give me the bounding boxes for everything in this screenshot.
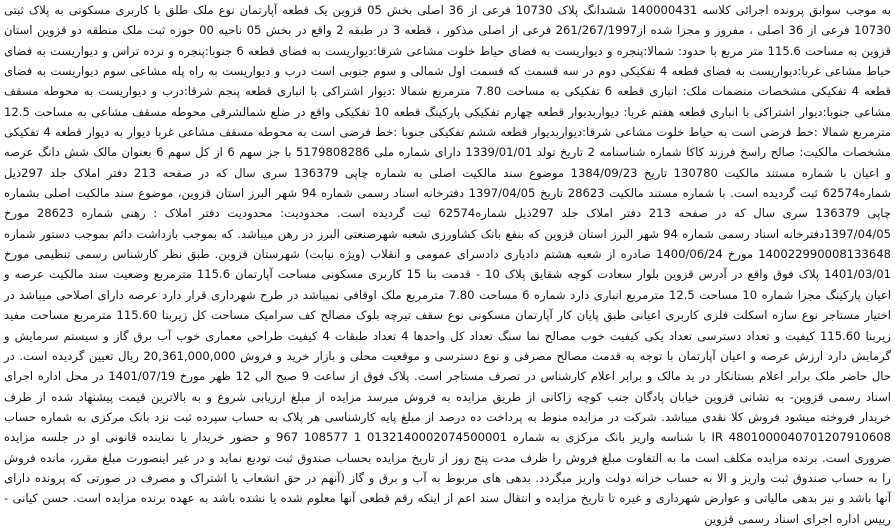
auction-notice-text: به موجب سوابق پرونده اجرائی کلاسه 140000431 ششدانگ پلاک 10730 فرعی از 36 اصلی بخش 05 قزوین یک قطعه آپارتمان نوع ملک طلق با کاربری مسکونی به پلاک ثبتی 10730 فرعی از 36 اصلی ، مفروز و مجزا شده از261/267/1997 فرعی از اصلی مذکور ، قطعه 3 در طبقه 2 واقع در بخش 05 ناحیه 00 حوزه ثبت ملک منطقه دو قزوین استان قزوین به مساحت 115.6 متر مربع با حدود: شمالا:پنجره و دیواریست به فضای حیاط خلوت مشاعی شرقا:دیواریست به فضای قطعه 6 جنوبا:پنجره و نرده تراس و دیواریست به فضای حیاط مشاعی غربا:دیواریست به فضای قطعه 4 تفکیکی دوم در سه قسمت که قسمت اول شمالی و سوم جنوبی است درب و دیواریست به راه پله مشاعی سوم دیواریست به فضای قطعه 4 تفکیکی مشخصات منضمات ملک: انباری قطعه 6 تفکیکی به مساحت 7.80 مترمربع شمالا :دیوار اشتراکی با انباری قطعه پنجم شرقا:درب و دیواریست به محوطه مسقف مشاعی جنوبا:دیوار اشتراکی با انباری قطعه هفتم غربا: دیواربدیوار قطعه چهارم تفکیکی پارکینگ قطعه 10 تفکیکی واقع در ضلع شمالشرقی محوطه مسقف مشاعی به مساحت 12.5 مترمربع شمالا :خط فرضی است به حیاط خلوت مشاعی شرقا:دیواربدیوار قطعه ششم تفکیکی جنوبا :خط فرضی است به محوطه مسقف مشاعی غربا دیوار به دیوار قطعه 4 تفکیکی مشخصات مالکیت: صالح راسخ فرزند کاکا شماره شناسنامه 2 تاریخ تولد 1339/01/01 دارای شماره ملی 5179808286 با جز سهم 6 از کل سهم 6 بعنوان مالک شش دانگ عرصه و اعیان با شماره مستند مالکیت 130780 تاریخ 1384/09/23 موضوع سند مالکیت اصلی به شماره چاپی 136379 سری سال که در صفحه 213 دفتر املاک جلد 297ذیل شماره62574 ثبت گردیده است. با شماره مستند مالکیت 28623 تاریخ 1397/04/05 دفترخانه اسناد رسمی شماره 94 شهر البرز استان قزوین، موضوع سند مالکیت اصلی بشماره چاپی 136379 سری سال که در صفحه 213 دفتر املاک جلد 297ذیل شماره62574 ثبت گردیده است. محدودیت: محدودیت دفتر املاک : رهنی شماره 28623 مورخ 1397/04/05دفترخانه اسناد رسمی شماره 94 شهر البرز استان قزوین که بنفع بانک کشاورزی شعبه شهرصنعتی البرز در رهن میباشد. که بموجب بازداشت دائم بموجب دستور شماره 140022990008133648 مورخ 1400/06/24 صادره از شعبه هشتم دادیاری دادسرای عمومی و انقلاب (ویژه نیابت) شهرستان قزوین. طبق نظر کارشناس رسمی تنظیمی مورخ 1401/03/01 پلاک فوق واقع در آدرس قزوین بلوار سعادت کوچه شقایق پلاک 10 - قدمت بنا 15 کاربری مسکونی مساحت آپارتمان 115.6 مترمربع وضعیت سند مالکیت عرصه و اعیان پارکینگ مجزا شماره 10 مساحت 12.5 مترمربع انباری دارد شماره 6 مساحت 7.80 مترمربع ملک اوقافی نمیباشد در طرح شهرداری قرار دارد عرصه دارای اصلاحی میباشد در اختیار مستاجر نوع سازه اسکلت فلزی کاربری اعیانی طبق پایان کار آپارتمان مسکونی نوع سقف تیرچه بلوک مصالح کف سرامیک مساحت کل زیربنا 115.60 مترمربع مساحت مفید زیربنا 115.60 کیفیت و تعداد دسترسی تعداد یکی کیفیت خوب مصالح نما سنگ تعداد کل واحدها 4 تعداد طبقات 4 کیفیت طراحی معماری خوب آب برق گاز و سیستم سرمایش و گرمایش دارد ارزش عرصه و اعیان آپارتمان با توجه به قدمت مصالح مصرفی و نوع دسترسی و موقعیت محلی و بازار خرید و فروش 20,361,000,000 ریال تعیین گردیده است. در حال حاضر ملک برابر اعلام بستانکار در ید مالک و برابر اعلام کارشناس در تصرف مستاجر است. پلاک فوق از ساعت 9 صبح الی 12 ظهر مورخ 1401/07/19 در محل اداره اجرای اسناد رسمی قزوین- به نشانی قزوین خیابان پادگان جنب کوچه زاکانی از طریق مزایده به فروش میرسد مزایده از مبلغ ارزیابی شروع و به بالاترین قیمت پیشنهاد شده از طرف خریدار فروخته میشود فروش کلا نقدی میباشد. شرکت در مزایده منوط به پرداخت ده درصد از مبلغ پایه کارشناسی هر پلاک به حساب سپرده ثبت نزد بانک مرکزی به شماره حساب 4801000040701207910608 IR با شناسه واریز بانک مرکزی به شماره 0132140002074500001 1 108577 967 و حضور خریدار یا نماینده قانونی او در جلسه مزایده ضروری است. برنده مزایده مکلف است ما به التفاوت مبلغ فروش را ظرف مدت پنج روز از تاریخ مزایده بحساب صندوق ثبت تودیع نماید و در غیر اینصورت مبلغ مقرر، مانده فروش را به حساب صندوق ثبت واریز و الا به حساب خزانه دولت واریز میگردد. بدهی های مربوط به آب و برق و گاز (آنهم در حق انشعاب یا اشتراک و مصرف در صورتی که پرونده دارای آنها باشد و نیز بدهی مالیاتی و عوارض شهرداری و غیره تا تاریخ مزایده و انتقال سند اعم از اینکه رقم قطعی آنها معلوم شده یا نشده باشد به عهده برنده مزایده است. حسن کیانی - رییس اداره اجرای اسناد رسمی قزوین [4, 3, 892, 526]
